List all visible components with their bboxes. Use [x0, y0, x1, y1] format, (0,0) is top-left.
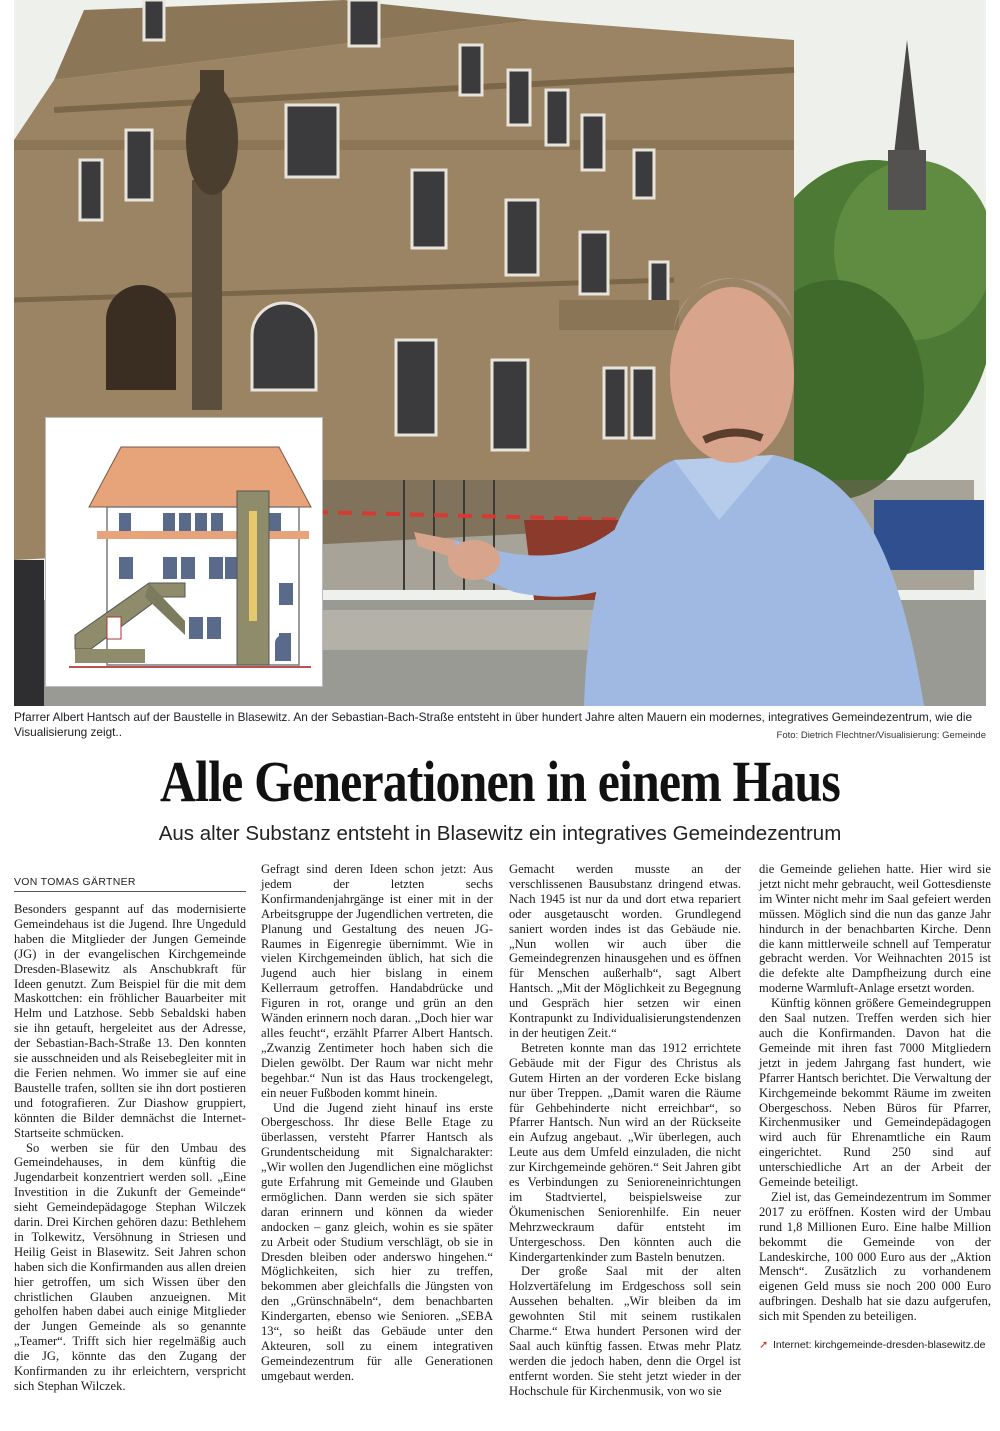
building-visualisation	[49, 421, 319, 683]
article-column-3	[509, 862, 741, 1399]
photo-caption: Pfarrer Albert Hantsch auf der Baustelle in Blasewitz. An der Sebastian-Bach-Straße entsteht in über hundert Jahre alten Mauern ein modernes, integratives Gemeindezentrum, wie die Visualisierung zeigt..	[14, 710, 973, 739]
paragraph: Gemacht werden musste an der verschlissenen Bausubstanz dringend etwas. Nach 1945 ist nur da und dort etwa repariert oder ausgetauscht worden. Grundlegend saniert worden indes ist das Gebäude nie. „Nun wollen wir auch über die Gemeindegrenzen hinausgehen und es öffnen für Menschen außerhalb“, sagt Albert Hantsch. „Mit der Möglichkeit zu Begegnung und Gespräch hier setzen wir einen Kontrapunkt zu Individualisierungstendenzen in der heutigen Zeit.“	[509, 862, 741, 1040]
byline: VON TOMAS GÄRTNER	[14, 876, 246, 892]
paragraph: Der große Saal mit der alten Holzvertäfelung im Erdgeschoss soll sein Aussehen behalten. „Wir bleiben da im gewohnten Stil mit seinem rustikalen Charme.“ Etwa hundert Personen wird der Saal auch künftig fassen. Etwas mehr Platz werden die jedoch haben, denn die Orgel ist entfernt worden. Sie steht jetzt wieder in der Hochschule für Kirchenmusik, von wo sie	[509, 1264, 741, 1398]
headline: Alle Generationen in einem Haus	[160, 749, 840, 814]
article-column-1	[14, 902, 246, 1394]
visualisation-inset	[46, 418, 322, 686]
paragraph: Ziel ist, das Gemeindezentrum im Sommer 2017 zu eröffnen. Kosten wird der Umbau rund 1,8 Millionen Euro. Eine halbe Million bekommt die Gemeinde von der Landeskirche, 100 000 Euro aus der „Aktion Mensch“. Zusätzlich zu vorhandenem eigenen Geld muss sie noch 200 000 Euro aufbringen. Deshalb hat sie dazu aufgerufen, sich mit Spenden zu beteiligen.	[759, 1189, 991, 1324]
paragraph: Betreten konnte man das 1912 errichtete Gebäude mit der Figur des Christus als Gutem Hirten an der vorderen Ecke bislang nur über Treppen. „Damit waren die Räume für Gehbehinderte nicht erreichbar“, so Pfarrer Hantsch. Nun wird an der Rückseite ein Aufzug angebaut. „Wir überlegen, auch Leute aus dem Umfeld einzuladen, die nicht zur Kirchgemeinde gehören.“ Seit Jahren gibt es Verbindungen zu Senioreneinrichtungen im Stadtviertel, beispielsweise zur Ökumenischen Seniorenhilfe. Ein neuer Mehrzweckraum dafür entsteht im Untergeschoss. Den könnten auch die Kindergartenkinder zum Basteln benutzen.	[509, 1040, 741, 1264]
arrow-icon: ➚	[759, 1339, 769, 1352]
paragraph: Künftig können größere Gemeindegruppen den Saal nutzen. Treffen werden sich hier auch die Konfirmanden. Davon hat die Gemeinde mit ihren fast 7000 Mitgliedern jetzt in jedem Jahrgang fast hundert, wie Pfarrer Hantsch berichtet. Die Verwaltung der Kirchgemeinde bekommt Räume im zweiten Obergeschoss. Neben Büros für Pfarrer, Kirchenmusiker und Gemeindepädagogen wird auch für Ehrenamtliche ein Raum eingerichtet. Rund 250 sind auf unterschiedliche Art an der Arbeit der Gemeinde beteiligt.	[759, 996, 991, 1190]
paragraph: Und die Jugend zieht hinauf ins erste Obergeschoss. Ihr diese Belle Etage zu überlassen, versteht Pfarrer Hantsch als Grundentscheidung mit Signalcharakter: „Wir wollen den Jugendlichen eine möglichst gute Erfahrung mit Gemeinde und Glauben ermöglichen. Dann werden sie sich später daran erinnern und können da wieder andocken – ganz gleich, wohin es sie später zu Arbeit oder Studium verschlägt, ob sie in Dresden bleiben oder anderswo hingehen.“ Möglichkeiten, sich hier zu treffen, bekommen aber gleichfalls die Jüngsten von den „Grünschnäbeln“, dem benachbarten Kindergarten, ebenso wie Senioren. „SEBA 13“, so heißt das Gebäude unter den Akteuren, soll zu einem integrativen Gemeindezentrum für alle Generationen umgebaut werden.	[261, 1100, 493, 1383]
article-column-2	[261, 862, 493, 1384]
paragraph: die Gemeinde geliehen hatte. Hier wird sie jetzt nicht mehr gebraucht, weil Gottesdienste im Winter nicht mehr im Saal gefeiert werden müssen. Möglich sind die nun das ganze Jahr hindurch in der benachbarten Kirche. Denn die kann mittlerweile schnell auf Temperatur gebracht werden. Vor Weihnachten 2015 ist die defekte alte Dampfheizung durch eine moderne Warmluft-Anlage ersetzt worden.	[759, 862, 991, 996]
paragraph: Gefragt sind deren Ideen schon jetzt: Aus jedem der letzten sechs Konfirmandenjahrgänge ist einer mit in der Arbeitsgruppe der Jugendlichen vertreten, die Planung und Gestaltung des neuen JG-Raumes in Eigenregie übernimmt. Wie in vielen Kirchgemeinden üblich, hat sich die Jugend auch hier bislang in einem Kellerraum getroffen. Handabdrücke und Figuren in rot, orange und grün an den Wänden erinnern noch daran. „Doch hier war alles feucht“, erzählt Pfarrer Albert Hantsch. „Zwanzig Zentimeter hoch haben sich die Dielen gewölbt. Der Raum war nicht mehr begehbar.“ Nun ist das Haus trockengelegt, ein neuer Fußboden kommt hinein.	[261, 862, 493, 1100]
paragraph: Besonders gespannt auf das modernisierte Gemeindehaus ist die Jugend. Ihre Ungeduld haben die Mitglieder der Jungen Gemeinde (JG) in der evangelischen Kirchgemeinde Dresden-Blasewitz als Anschubkraft für Ideen genutzt. Zum Beispiel für die mit dem Maskottchen: ein fröhlicher Bauarbeiter mit Helm und Latzhose. Sebb Sebaldski haben sie ihn getauft, hergeleitet aus der Adresse, der Sebastian-Bach-Straße 13. Den konnten sie ausschneiden und als Reisebegleiter mit in die Ferien nehmen. Wo immer sie auf eine Baustelle trafen, sollten sie ihn dort postieren und fotografieren. Zur Diashow gruppiert, könnten die Bilder demnächst die Internet-Startseite schmücken.	[14, 902, 246, 1140]
internet-link-text: Internet: kirchgemeinde-dresden-blasewitz.de	[773, 1339, 986, 1352]
article-column-4	[759, 862, 991, 1352]
article-photo	[14, 0, 986, 706]
photo-credit: Foto: Dietrich Flechtner/Visualisierung: Gemeinde	[776, 730, 986, 741]
internet-link[interactable]	[759, 1338, 991, 1352]
subheadline: Aus alter Substanz entsteht in Blasewitz ein integratives Gemeindezentrum	[158, 822, 842, 845]
paragraph: So werben sie für den Umbau des Gemeindehauses, in dem künftig die Jugendarbeit konzentriert werden soll. „Eine Investition in die Zukunft der Gemeinde“ sieht Gemeindepädagoge Stephan Wilczek darin. Drei Kirchen gehören dazu: Bethlehem in Tolkewitz, Versöhnung in Striesen und Heilig Geist in Blasewitz. Seit Jahren schon haben sich die Konfirmanden aus allen dreien hier getroffen, um sich Wissen über den christlichen Glauben anzueignen. Mit geholfen haben dabei auch einige Mitglieder der Jungen Gemeinde als so genannte „Teamer“. Trifft sich hier regelmäßig auch die JG, könnte das den Zugang der Konfirmanden zu ihr erleichtern, verspricht sich Stephan Wilczek.	[14, 1140, 246, 1393]
